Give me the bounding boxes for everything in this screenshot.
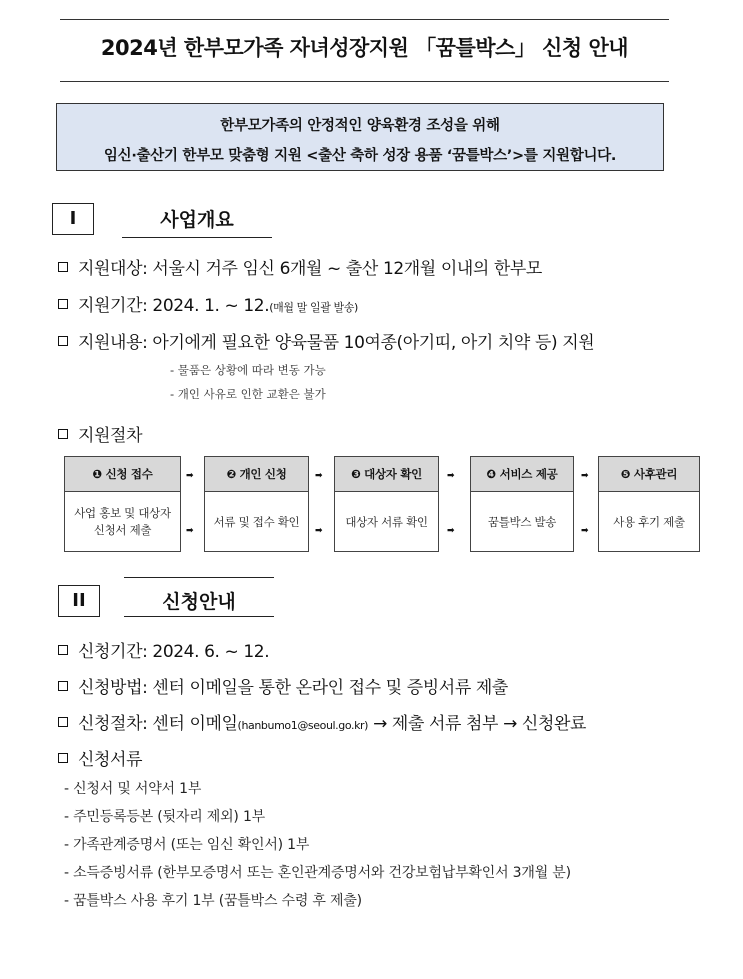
step-head: ❺ 사후관리 bbox=[599, 457, 699, 492]
apply-procedure: 신청절차: 센터 이메일(hanbumo1@seoul.go.kr) → 제출 서류 첨부 → 신청완료 bbox=[58, 709, 586, 734]
step-head: ❶ 신청 접수 bbox=[65, 457, 180, 492]
section-1-number: I bbox=[52, 203, 94, 235]
flow-arrow-icon: ➡ bbox=[581, 526, 589, 536]
section-1-title: 사업개요 bbox=[160, 209, 234, 231]
section-2-underline bbox=[124, 577, 274, 578]
doc-item: - 가족관계증명서 (또는 임신 확인서) 1부 bbox=[64, 837, 310, 853]
step-head: ❷ 개인 신청 bbox=[205, 457, 308, 492]
bullet-square-icon bbox=[58, 645, 68, 655]
bullet-square-icon bbox=[58, 336, 68, 346]
bullet-square-icon bbox=[58, 717, 68, 727]
content-note: - 개인 사유로 인한 교환은 불가 bbox=[170, 387, 326, 401]
procedure-step-5 bbox=[598, 456, 700, 552]
apply-method: 신청방법: 센터 이메일을 통한 온라인 접수 및 증빙서류 제출 bbox=[58, 673, 508, 698]
flow-arrow-icon: ➡ bbox=[186, 526, 194, 536]
intro-line-2: 임신·출산기 한부모 맞춤형 지원 <출산 축하 성장 용품 ‘꿈틀박스’>를 지원합니다. bbox=[103, 148, 617, 164]
section-2-title: 신청안내 bbox=[162, 591, 236, 613]
support-content: 지원내용: 아기에게 필요한 양육물품 10여종(아기띠, 아기 치약 등) 지원 bbox=[58, 328, 594, 353]
section-2-number: II bbox=[58, 585, 100, 617]
doc-item: - 소득증빙서류 (한부모증명서 또는 혼인관계증명서와 건강보험납부확인서 3개월 분) bbox=[64, 865, 571, 881]
apply-docs-heading: 신청서류 bbox=[58, 745, 142, 770]
support-procedure-heading: 지원절차 bbox=[58, 421, 142, 446]
step-head: ❹ 서비스 제공 bbox=[471, 457, 573, 492]
doc-item: - 주민등록등본 (뒷자리 제외) 1부 bbox=[64, 809, 265, 825]
step-body: 서류 및 접수 확인 bbox=[213, 514, 300, 529]
section-1-underline bbox=[122, 237, 272, 238]
bullet-square-icon bbox=[58, 681, 68, 691]
bullet-square-icon bbox=[58, 753, 68, 763]
section-2-underline bbox=[124, 616, 274, 617]
step-body: 사용 후기 제출 bbox=[613, 514, 685, 529]
doc-item: - 꿈틀박스 사용 후기 1부 (꿈틀박스 수령 후 제출) bbox=[64, 893, 362, 909]
intro-box bbox=[56, 103, 664, 171]
center-email: (hanbumo1@seoul.go.kr) bbox=[237, 719, 369, 732]
period-note: (매월 말 일괄 발송) bbox=[269, 301, 358, 314]
flow-arrow-icon: ➡ bbox=[581, 471, 589, 481]
support-period: 지원기간: 2024. 1. ~ 12.(매월 말 일괄 발송) bbox=[58, 291, 358, 316]
procedure-step-1 bbox=[64, 456, 181, 552]
step-body: 꿈틀박스 발송 bbox=[487, 514, 557, 529]
procedure-step-3 bbox=[334, 456, 439, 552]
procedure-step-2 bbox=[204, 456, 309, 552]
page-title: 2024년 한부모가족 자녀성장지원 「꿈틀박스」 신청 안내 bbox=[100, 36, 629, 60]
flow-arrow-icon: ➡ bbox=[447, 526, 455, 536]
title-rule bbox=[60, 81, 669, 82]
bullet-square-icon bbox=[58, 262, 68, 272]
step-head: ❸ 대상자 확인 bbox=[335, 457, 438, 492]
flow-arrow-icon: ➡ bbox=[315, 526, 323, 536]
intro-line-1: 한부모가족의 안정적인 양육환경 조성을 위해 bbox=[220, 118, 500, 134]
top-rule bbox=[60, 19, 669, 20]
doc-item: - 신청서 및 서약서 1부 bbox=[64, 781, 202, 797]
apply-period: 신청기간: 2024. 6. ~ 12. bbox=[58, 637, 269, 662]
step-body: 사업 홍보 및 대상자 신청서 제출 bbox=[74, 506, 171, 537]
procedure-step-4 bbox=[470, 456, 574, 552]
flow-arrow-icon: ➡ bbox=[186, 471, 194, 481]
bullet-square-icon bbox=[58, 429, 68, 439]
flow-arrow-icon: ➡ bbox=[447, 471, 455, 481]
step-body: 대상자 서류 확인 bbox=[345, 514, 428, 529]
flow-arrow-icon: ➡ bbox=[315, 471, 323, 481]
bullet-square-icon bbox=[58, 299, 68, 309]
support-target: 지원대상: 서울시 거주 임신 6개월 ~ 출산 12개월 이내의 한부모 bbox=[58, 254, 542, 279]
content-note: - 물품은 상황에 따라 변동 가능 bbox=[170, 363, 326, 377]
